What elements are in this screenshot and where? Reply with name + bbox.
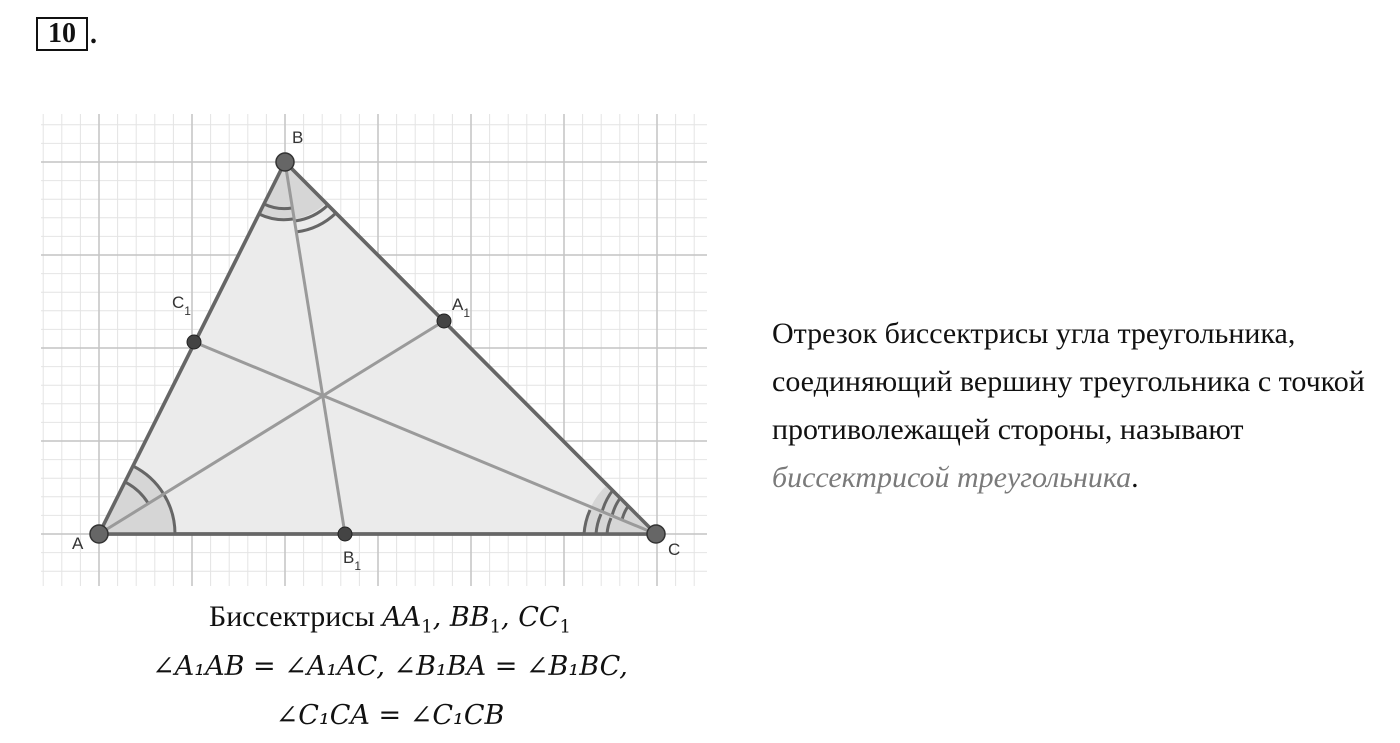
point-b <box>276 153 294 171</box>
caption-angles-c: ∠C₁CA = ∠C₁CB <box>275 700 505 731</box>
point-a1 <box>437 314 451 328</box>
caption-line-3 <box>90 697 690 734</box>
point-a <box>90 525 108 543</box>
bisector-diagram <box>0 0 720 600</box>
caption-angles-ab: ∠A₁AB = ∠A₁AC, ∠B₁BA = ∠B₁BC, <box>152 651 628 682</box>
caption-line-1 <box>90 599 690 645</box>
caption-cc1: $CC_1$ <box>518 602 571 638</box>
caption-line-2 <box>90 648 690 685</box>
label-c1: $C_1$ <box>172 293 191 318</box>
point-c1 <box>187 335 201 349</box>
label-b: B <box>292 128 304 147</box>
point-b1 <box>338 527 352 541</box>
label-b1: $B_1$ <box>343 548 362 573</box>
point-c <box>647 525 665 543</box>
task-number: 10 <box>48 18 76 49</box>
definition-term: биссектрисой треугольника <box>772 461 1132 494</box>
definition-end: . <box>1131 461 1139 494</box>
caption-bisectors-list <box>382 602 571 638</box>
caption-bb1: $BB_1$, <box>449 602 519 638</box>
task-number-dot: . <box>90 19 97 50</box>
definition-text: Отрезок биссектрисы угла треугольника, соединяющий вершину треугольника с точкой противолежащей стороны, называют <box>772 317 1365 446</box>
label-c: C <box>668 540 681 559</box>
caption-bisectors-word: Биссектрисы <box>209 600 375 633</box>
caption-aa1: $AA_1$, <box>382 602 450 638</box>
label-a: A <box>72 534 84 553</box>
definition-paragraph <box>772 310 1372 502</box>
label-a1: $A_1$ <box>452 295 471 320</box>
